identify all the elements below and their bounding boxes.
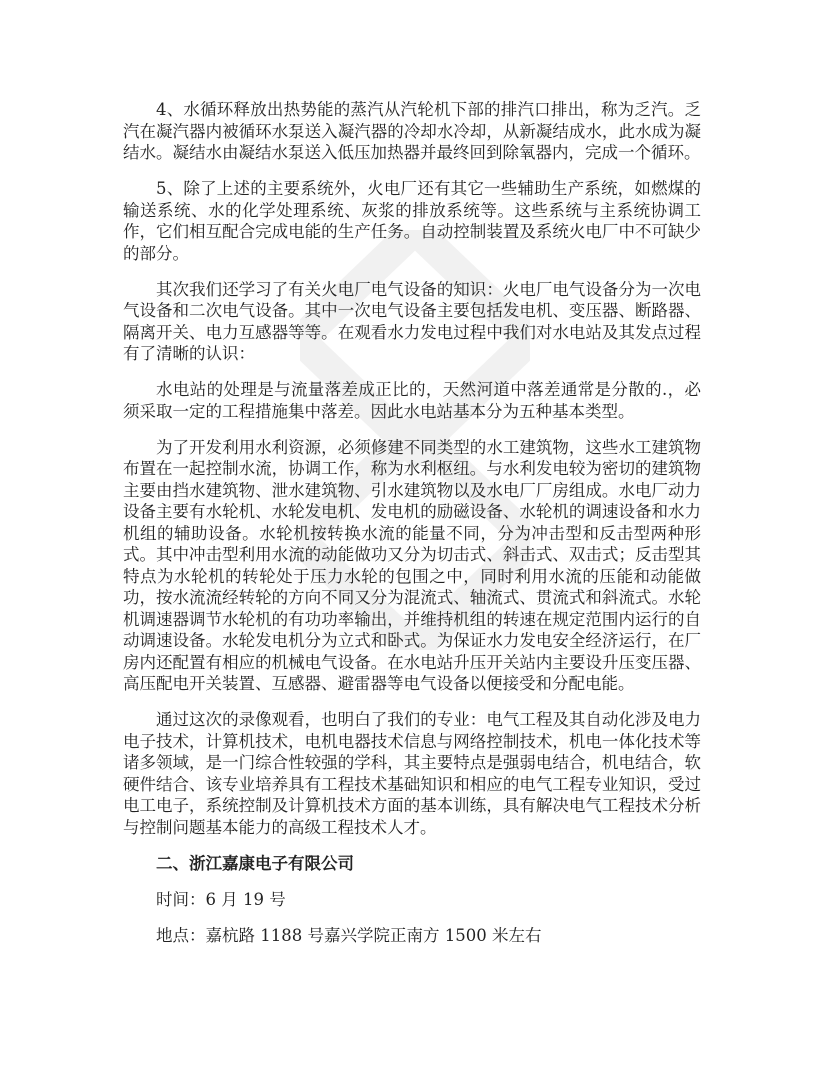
paragraph-auxiliary-systems: 5、除了上述的主要系统外，火电厂还有其它一些辅助生产系统，如燃煤的输送系统、水的化学处理系统、灰浆的排放系统等。这些系统与主系统协调工作，它们相互配合完成电能的生产任务。自动控制装置及系统火电厂中不可缺少的部分。 (123, 179, 701, 263)
paragraph-water-cycle: 4、水循环释放出热势能的蒸汽从汽轮机下部的排汽口排出，称为乏汽。乏汽在凝汽器内被循环水泵送入凝汽器的冷却水冷却，从新凝结成水，此水成为凝结水。凝结水由凝结水泵送入低压加热器并最终回到除氧器内，完成一个循环。 (123, 100, 701, 162)
section-heading: 二、浙江嘉康电子有限公司 (156, 853, 354, 873)
paragraph-hydraulic-structures: 为了开发利用水利资源，必须修建不同类型的水工建筑物，这些水工建筑物布置在一起控制水流，协调工作，称为水利枢纽。与水利发电较为密切的建筑物主要由挡水建筑物、泄水建筑物、引水建筑物以及水电厂厂房组成。水电厂动力设备主要有水轮机、水轮发电机、发电机的励磁设备、水轮机的调速设备和水力机组的辅助设备。水轮机按转换水流的能量不同，分为冲击型和反击型两种形式。其中冲击型利用水流的动能做功又分为切击式、斜击式、双击式；反击型其特点为水轮机的转轮处于压力水轮的包围之中，同时利用水流的压能和动能做功，按水流流经转轮的方向不同又分为混流式、轴流式、贯流式和斜流式。水轮机调速器调节水轮机的有功功率输出，并维持机组的转速在规定范围内运行的自动调速设备。水轮发电机分为立式和卧式。为保证水力发电安全经济运行，在厂房内还配置有相应的机械电气设备。在水电站升压开关站内主要设升压变压器、高压配电开关装置、互感器、避雷器等电气设备以便接受和分配电能。 (123, 437, 701, 693)
paragraph-hydropower-station: 水电站的处理是与流量落差成正比的，天然河道中落差通常是分散的.，必须采取一定的工程措施集中落差。因此水电站基本分为五种基本类型。 (123, 380, 701, 421)
visit-location: 地点：嘉杭路 1188 号嘉兴学院正南方 1500 米左右 (156, 925, 542, 945)
paragraph-electrical-equipment: 其次我们还学习了有关火电厂电气设备的知识：火电厂电气设备分为一次电气设备和二次电气设备。其中一次电气设备主要包括发电机、变压器、断路器、隔离开关、电力互感器等等。在观看水力发电过程中我们对水电站及其发点过程有了清晰的认识： (123, 279, 701, 363)
visit-time: 时间：6 月 19 号 (156, 889, 286, 909)
document-page (123, 99, 701, 961)
paragraph-major-summary: 通过这次的录像观看，也明白了我们的专业：电气工程及其自动化涉及电力电子技术，计算机技术，电机电器技术信息与网络控制技术，机电一体化技术等诸多领域，是一门综合性较强的学科，其主要特点是强弱电结合，机电结合，软硬件结合、该专业培养具有工程技术基础知识和相应的电气工程专业知识，受过电工电子，系统控制及计算机技术方面的基本训练，具有解决电气工程技术分析与控制问题基本能力的高级工程技术人才。 (123, 710, 701, 837)
